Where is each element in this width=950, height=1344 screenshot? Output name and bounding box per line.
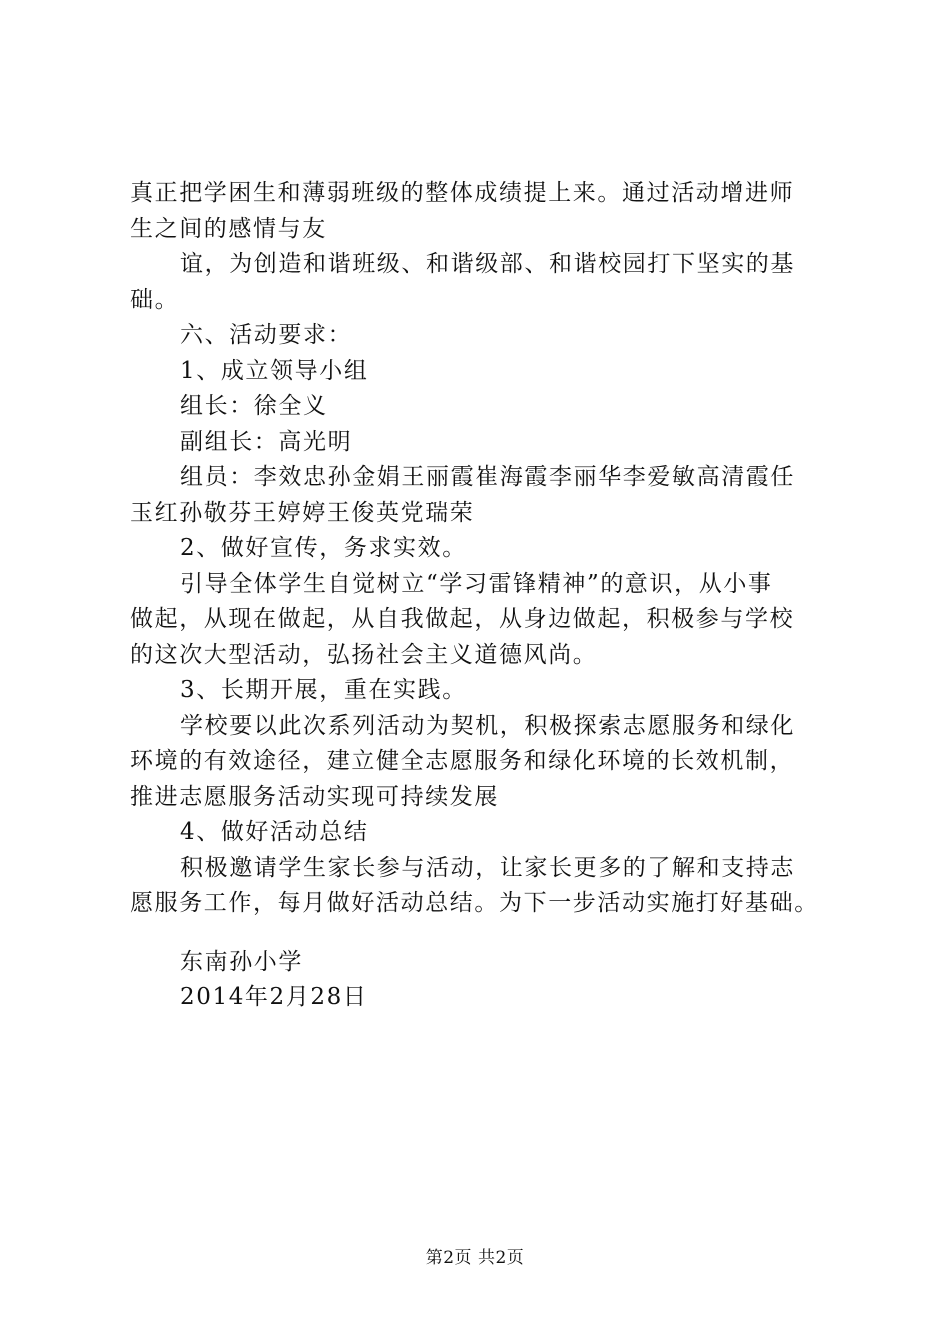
paragraph-line: 的这次大型活动，弘扬社会主义道德风尚。 — [130, 641, 598, 668]
page-footer: 第2页 共2页 — [425, 1248, 525, 1268]
deputy-leader-line: 副组长：高光明 — [180, 428, 353, 455]
members-line: 玉红孙敬芬王婷婷王俊英党瑞荣 — [130, 499, 475, 526]
document-body — [130, 176, 840, 1016]
leader-line: 组长：徐全义 — [180, 393, 328, 419]
paragraph-line: 生之间的感情与友 — [130, 215, 327, 242]
paragraph-line: 学校要以此次系列活动为契机，积极探索志愿服务和绿化 — [180, 712, 795, 739]
signature-date: 2014年2月28日 — [180, 984, 368, 1010]
paragraph-line: 积极邀请学生家长参与活动，让家长更多的了解和支持志 — [180, 854, 795, 881]
section-heading: 六、活动要求： — [180, 322, 353, 348]
subsection-heading: 1、成立领导小组 — [180, 357, 369, 384]
paragraph-line: 做起，从现在做起，从自我做起，从身边做起，积极参与学校 — [130, 606, 795, 632]
paragraph-line: 环境的有效途径，建立健全志愿服务和绿化环境的长效机制， — [130, 748, 795, 774]
paragraph-line: 础。 — [130, 286, 180, 313]
members-line: 组员：李效忠孙金娟王丽霞崔海霞李丽华李爱敏高清霞任 — [180, 464, 795, 490]
paragraph-line: 推进志愿服务活动实现可持续发展 — [130, 783, 499, 810]
paragraph-line: 愿服务工作，每月做好活动总结。为下一步活动实施打好基础。 — [130, 890, 819, 916]
paragraph-line: 引导全体学生自觉树立“学习雷锋精神”的意识，从小事 — [180, 570, 773, 597]
signature-organization: 东南孙小学 — [180, 948, 303, 975]
subsection-heading: 4、做好活动总结 — [180, 819, 369, 845]
subsection-heading: 2、做好宣传，务求实效。 — [180, 535, 467, 561]
subsection-heading: 3、长期开展，重在实践。 — [180, 677, 467, 703]
paragraph-line: 真正把学困生和薄弱班级的整体成绩提上来。通过活动增进师 — [130, 180, 795, 206]
paragraph-line: 谊，为创造和谐班级、和谐级部、和谐校园打下坚实的基 — [180, 251, 795, 277]
spacer — [130, 922, 840, 945]
